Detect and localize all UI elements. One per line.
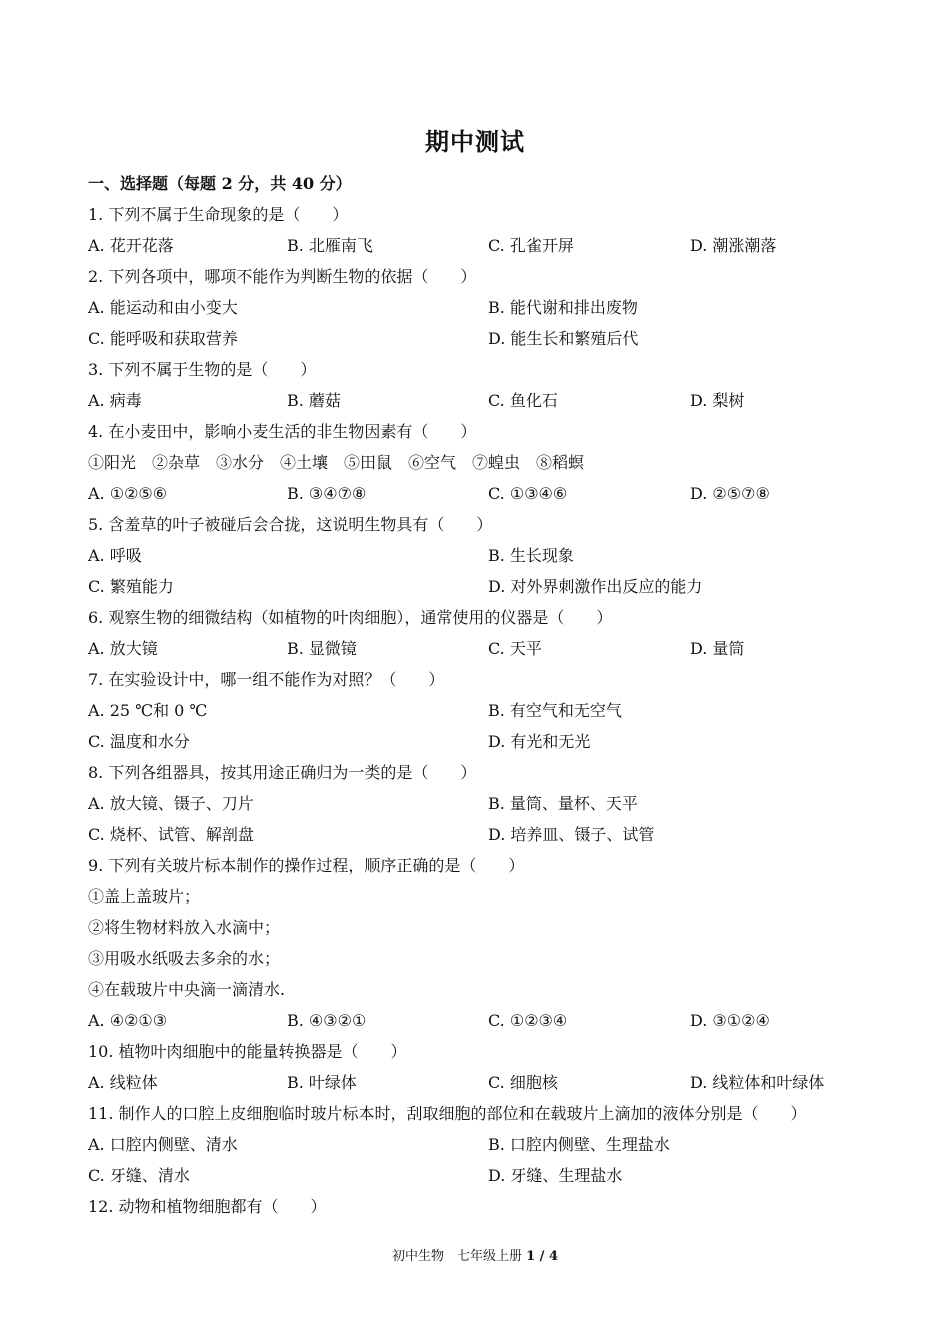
option-c: C. 鱼化石 <box>488 391 558 410</box>
question-item: ①阳光 ②杂草 ③水分 ④土壤 ⑤田鼠 ⑥空气 ⑦蝗虫 ⑧稻螟 <box>88 453 585 472</box>
option-b: B. 蘑菇 <box>287 391 341 410</box>
option-b: B. 有空气和无空气 <box>488 701 622 720</box>
option-a: A. 放大镜、镊子、刀片 <box>88 794 254 813</box>
option-a: A. 花开花落 <box>88 236 174 255</box>
option-b: B. ③④⑦⑧ <box>287 484 367 503</box>
option-row <box>88 571 868 602</box>
question-stem: 4. 在小麦田中，影响小麦生活的非生物因素有（ ） <box>88 422 477 441</box>
option-row <box>88 788 868 819</box>
question-stem: 10. 植物叶肉细胞中的能量转换器是（ ） <box>88 1042 407 1061</box>
question-stem: 3. 下列不属于生物的是（ ） <box>88 360 317 379</box>
option-row <box>88 478 868 509</box>
footer-separator: / <box>535 1249 549 1264</box>
option-c: C. 繁殖能力 <box>88 577 174 596</box>
option-d: D. 有光和无光 <box>488 732 591 751</box>
option-c: C. 烧杯、试管、解剖盘 <box>88 825 254 844</box>
footer-page-number: 1 <box>526 1249 536 1264</box>
question-item: ①盖上盖玻片； <box>88 887 201 906</box>
option-c: C. 天平 <box>488 639 542 658</box>
footer-page-total: 4 <box>548 1249 559 1264</box>
question-stem: 2. 下列各项中，哪项不能作为判断生物的依据（ ） <box>88 267 477 286</box>
option-a: A. 能运动和由小变大 <box>88 298 238 317</box>
option-b: B. 口腔内侧壁、生理盐水 <box>488 1135 670 1154</box>
question-stem: 6. 观察生物的细微结构（如植物的叶肉细胞），通常使用的仪器是（ ） <box>88 608 613 627</box>
question-item: ②将生物材料放入水滴中； <box>88 918 281 937</box>
option-a: A. 放大镜 <box>88 639 158 658</box>
option-row <box>88 1067 868 1098</box>
footer-subject: 初中生物 七年级上册 <box>391 1249 527 1264</box>
option-d: D. 牙缝、生理盐水 <box>488 1166 623 1185</box>
question-stem: 5. 含羞草的叶子被碰后会合拢，这说明生物具有（ ） <box>88 515 493 534</box>
option-row <box>88 1160 868 1191</box>
option-c: C. 细胞核 <box>488 1073 558 1092</box>
option-c: C. 能呼吸和获取营养 <box>88 329 238 348</box>
option-c: C. 温度和水分 <box>88 732 190 751</box>
option-c: C. 孔雀开屏 <box>488 236 574 255</box>
option-c: C. 牙缝、清水 <box>88 1166 190 1185</box>
option-row <box>88 292 868 323</box>
option-a: A. 线粒体 <box>88 1073 158 1092</box>
question-stem: 9. 下列有关玻片标本制作的操作过程，顺序正确的是（ ） <box>88 856 525 875</box>
option-row <box>88 540 868 571</box>
option-row <box>88 230 868 261</box>
option-b: B. 北雁南飞 <box>287 236 373 255</box>
option-d: D. 线粒体和叶绿体 <box>690 1073 825 1092</box>
option-c: C. ①③④⑥ <box>488 484 568 503</box>
question-stem: 8. 下列各组器具，按其用途正确归为一类的是（ ） <box>88 763 477 782</box>
option-d: D. 培养皿、镊子、试管 <box>488 825 655 844</box>
option-a: A. ④②①③ <box>88 1011 168 1030</box>
option-d: D. 梨树 <box>690 391 745 410</box>
option-d: D. 对外界刺激作出反应的能力 <box>488 577 703 596</box>
option-a: A. 病毒 <box>88 391 142 410</box>
option-a: A. 呼吸 <box>88 546 142 565</box>
option-a: A. 25 ℃和 0 ℃ <box>88 701 208 720</box>
option-row <box>88 323 868 354</box>
option-b: B. 叶绿体 <box>287 1073 357 1092</box>
question-list <box>88 168 868 1222</box>
question-item: ③用吸水纸吸去多余的水； <box>88 949 281 968</box>
option-row <box>88 1005 868 1036</box>
option-b: B. 生长现象 <box>488 546 574 565</box>
option-c: C. ①②③④ <box>488 1011 568 1030</box>
option-row <box>88 633 868 664</box>
question-stem: 1. 下列不属于生命现象的是（ ） <box>88 205 349 224</box>
option-d: D. 量筒 <box>690 639 745 658</box>
question-stem: 12. 动物和植物细胞都有（ ） <box>88 1197 327 1216</box>
option-b: B. 能代谢和排出废物 <box>488 298 638 317</box>
question-stem: 7. 在实验设计中，哪一组不能作为对照？（ ） <box>88 670 445 689</box>
option-row <box>88 385 868 416</box>
page-title: 期中测试 <box>425 127 525 156</box>
option-a: A. ①②⑤⑥ <box>88 484 168 503</box>
option-b: B. 显微镜 <box>287 639 357 658</box>
option-a: A. 口腔内侧壁、清水 <box>88 1135 238 1154</box>
option-d: D. ③①②④ <box>690 1011 770 1030</box>
question-stem: 11. 制作人的口腔上皮细胞临时玻片标本时，刮取细胞的部位和在载玻片上滴加的液体分别是（ ） <box>88 1104 807 1123</box>
section-heading: 一、选择题（每题 2 分，共 40 分） <box>88 174 352 193</box>
page-footer <box>0 1245 950 1264</box>
option-row <box>88 726 868 757</box>
option-row <box>88 695 868 726</box>
option-row <box>88 819 868 850</box>
question-item: ④在载玻片中央滴一滴清水. <box>88 980 286 999</box>
option-d: D. 能生长和繁殖后代 <box>488 329 639 348</box>
option-d: D. 潮涨潮落 <box>690 236 777 255</box>
option-row <box>88 1129 868 1160</box>
option-b: B. ④③②① <box>287 1011 367 1030</box>
option-d: D. ②⑤⑦⑧ <box>690 484 770 503</box>
option-b: B. 量筒、量杯、天平 <box>488 794 638 813</box>
